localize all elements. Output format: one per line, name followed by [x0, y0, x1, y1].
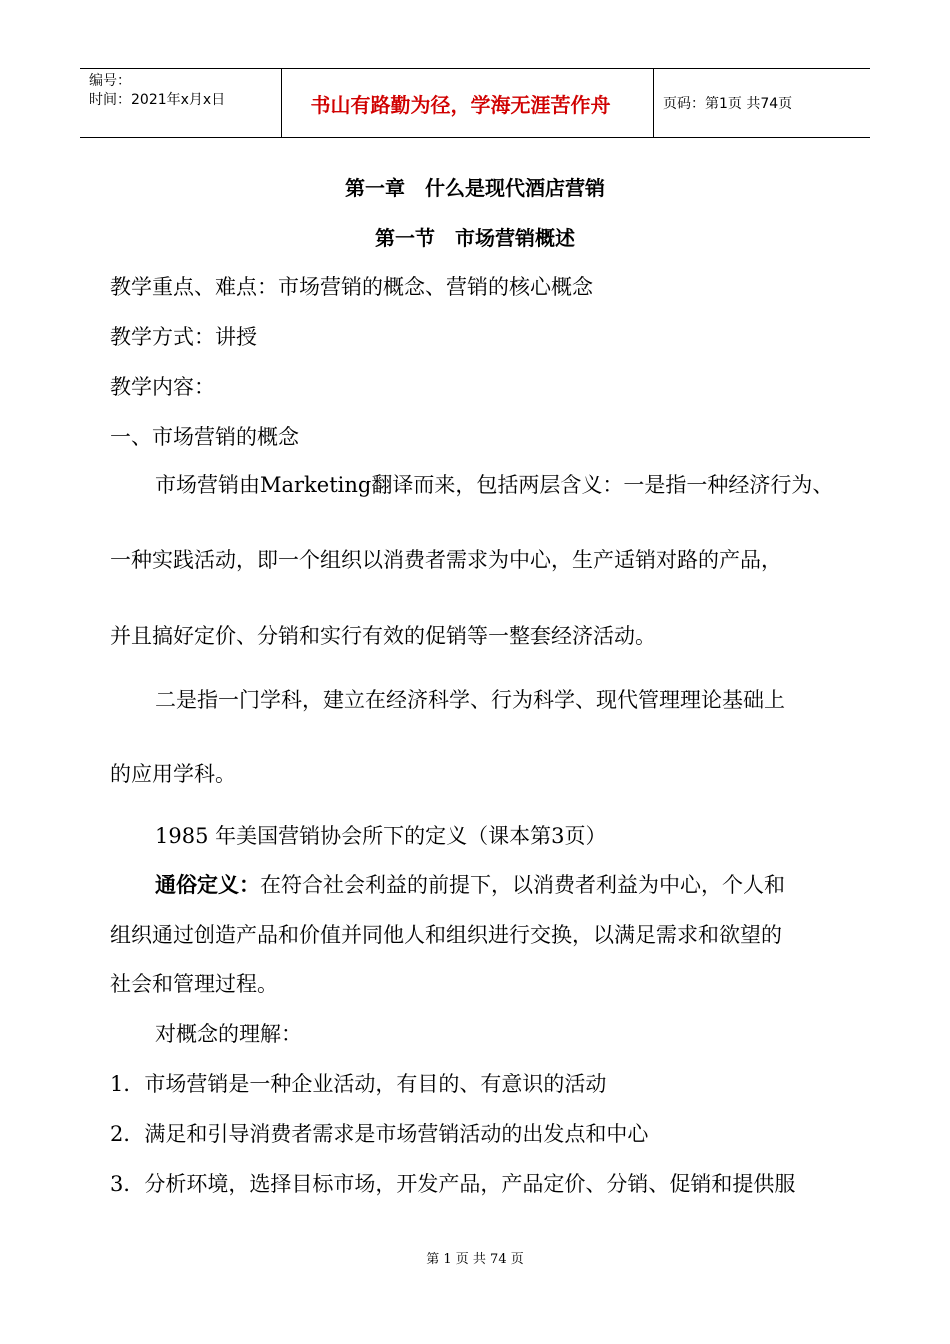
list-item: 1．市场营销是一种企业活动，有目的、有意识的活动 [110, 1072, 607, 1096]
list-item: 3．分析环境，选择目标市场，开发产品，产品定价、分销、促销和提供服 [110, 1172, 796, 1196]
number-label: 编号： [89, 73, 131, 89]
header-motto-cell [281, 69, 654, 137]
header-page-info: 页码：第1页 共74页 [663, 96, 793, 112]
paragraph-line: 二是指一门学科，建立在经济科学、行为科学、现代管理理论基础上 [155, 688, 785, 712]
page-footer: 第 1 页 共 74 页 [426, 1252, 524, 1267]
list-item: 2．满足和引导消费者需求是市场营销活动的出发点和中心 [110, 1122, 649, 1146]
section-title: 第一节 市场营销概述 [375, 226, 575, 250]
teaching-method: 教学方式：讲授 [110, 325, 257, 349]
common-definition-line [155, 869, 785, 899]
chapter-title: 第一章 什么是现代酒店营销 [345, 176, 605, 200]
paragraph-line: 社会和管理过程。 [110, 972, 278, 996]
teaching-focus: 教学重点、难点：市场营销的概念、营销的核心概念 [110, 275, 593, 299]
paragraph-line: 市场营销由Marketing翻译而来，包括两层含义：一是指一种经济行为、 [155, 473, 834, 497]
time-label: 时间：2021年x月x日 [89, 92, 226, 108]
paragraph-line: 的应用学科。 [110, 762, 236, 786]
common-definition-label: 通俗定义： [155, 873, 260, 897]
heading-marketing-concept: 一、市场营销的概念 [110, 425, 299, 449]
header-motto: 书山有路勤为径，学海无涯苦作舟 [310, 92, 611, 117]
document-header [80, 68, 870, 138]
paragraph-line: 组织通过创造产品和价值并同他人和组织进行交换，以满足需求和欲望的 [110, 923, 782, 947]
teaching-content: 教学内容： [110, 375, 215, 399]
paragraph-line: 并且搞好定价、分销和实行有效的促销等一整套经济活动。 [110, 624, 656, 648]
header-meta [80, 69, 281, 137]
definition-1985: 1985 年美国营销协会所下的定义（课本第3页） [155, 824, 607, 848]
understanding-heading: 对概念的理解： [155, 1022, 302, 1046]
common-definition-text: 在符合社会利益的前提下，以消费者利益为中心，个人和 [260, 873, 785, 897]
paragraph-line: 一种实践活动，即一个组织以消费者需求为中心，生产适销对路的产品， [110, 548, 782, 572]
